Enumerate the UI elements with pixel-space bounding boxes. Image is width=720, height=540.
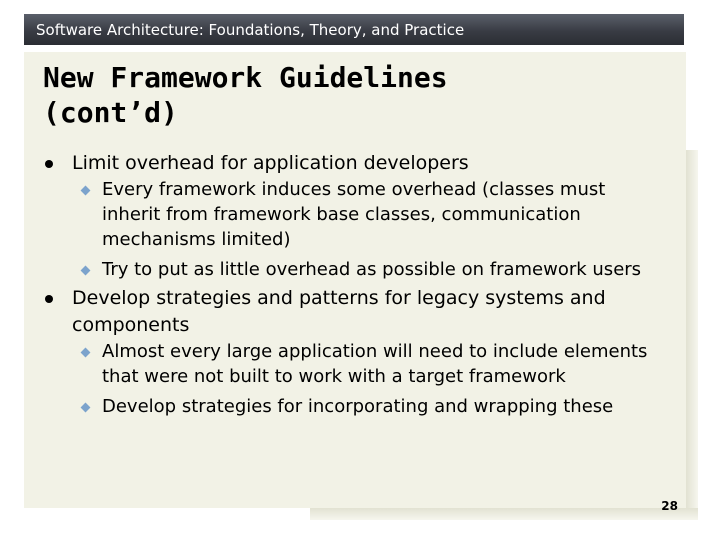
sub-bullet-text: Every framework induces some overhead (classes must inherit from framework base classes, communication mechanisms limited) [102,179,606,250]
bullet-text: Develop strategies and patterns for legacy systems and components [72,287,606,336]
sub-bullet-item [0,394,690,419]
slide-title-line-1: New Framework Guidelines [43,61,448,94]
sub-bullet-item [0,339,690,389]
sub-bullet-list [72,177,690,282]
diamond-bullet-icon [81,348,91,358]
panel-shadow-bottom [310,508,698,520]
header-bar [24,14,684,45]
diamond-bullet-icon [81,403,91,413]
sub-bullet-text: Almost every large application will need to include elements that were not built to work with a target framework [102,341,648,387]
slide-title-line-2: (cont’d) [43,96,178,129]
slide-title [43,60,683,130]
course-title: Software Architecture: Foundations, Theory, and Practice [36,21,465,39]
bullet-list [0,150,720,419]
bullet-text: Limit overhead for application developers [72,152,469,174]
bullet-item [0,285,720,419]
diamond-bullet-icon [81,266,91,276]
sub-bullet-text: Develop strategies for incorporating and wrapping these [102,396,614,417]
bullet-item [0,150,720,282]
sub-bullet-item [0,177,690,252]
sub-bullet-list [72,339,690,419]
sub-bullet-text: Try to put as little overhead as possible on framework users [102,259,642,280]
sub-bullet-item [0,257,690,282]
diamond-bullet-icon [81,186,91,196]
round-bullet-icon [45,160,53,168]
round-bullet-icon [45,295,53,303]
page-number: 28 [661,499,678,513]
